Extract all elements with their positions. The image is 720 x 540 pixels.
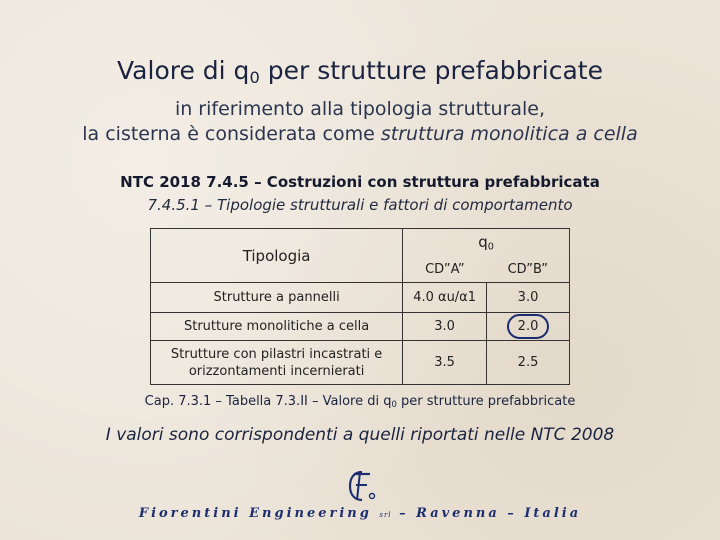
page-title	[0, 56, 720, 87]
subtitle-line-2	[0, 123, 720, 145]
cell-cd-b	[487, 313, 570, 341]
table-row	[151, 283, 570, 313]
header-cd-a: CD”A”	[403, 257, 487, 283]
caption-subscript: 0	[391, 399, 397, 410]
cell-cd-b: 3.0	[487, 283, 570, 313]
ntc-subheading: 7.4.5.1 – Tipologie strutturali e fattori di comportamento	[147, 196, 573, 214]
header-q0	[403, 229, 570, 258]
table-caption	[0, 394, 720, 409]
ntc-heading: NTC 2018 7.4.5 – Costruzioni con struttura prefabbricata	[120, 173, 600, 191]
fiorentini-engineering-logo-icon	[340, 466, 380, 506]
highlight-circle: 2.0	[507, 314, 550, 339]
note-text: I valori sono corrispondenti a quelli riportati nelle NTC 2008	[105, 425, 615, 445]
subtitle-line-1: in riferimento alla tipologia strutturale,	[174, 98, 546, 120]
table-header-row	[151, 229, 570, 258]
title-text-suffix: per strutture prefabbricate	[259, 56, 603, 85]
footer-company-name: Fiorentini Engineering	[138, 506, 372, 521]
cell-tipologia: Strutture a pannelli	[151, 283, 403, 313]
table-row	[151, 313, 570, 341]
cell-cd-b: 2.5	[487, 341, 570, 385]
table-row	[151, 341, 570, 385]
footer-srl: srl	[379, 511, 392, 519]
cell-tipologia: Strutture con pilastri incastrati e orizzontamenti incernierati	[151, 341, 403, 385]
header-tipologia: Tipologia	[151, 229, 403, 283]
subtitle-italic-text: struttura monolitica a cella	[380, 123, 638, 145]
footer-company	[0, 506, 720, 521]
header-q-text: q	[478, 233, 488, 252]
cell-cd-a: 3.5	[403, 341, 487, 385]
cell-tipologia: Strutture monolitiche a cella	[151, 313, 403, 341]
cell-cd-a: 3.0	[403, 313, 487, 341]
caption-text: Cap. 7.3.1 – Tabella 7.3.II – Valore di q	[144, 394, 392, 409]
behaviour-factor-table	[150, 228, 570, 385]
subtitle-plain-text: la cisterna è considerata come	[82, 123, 381, 145]
header-cd-b: CD”B”	[487, 257, 570, 283]
caption-text-suffix: per strutture prefabbricate	[396, 394, 576, 409]
cell-cd-a: 4.0 αu/α1	[403, 283, 487, 313]
title-subscript: 0	[249, 68, 260, 88]
header-q-subscript: 0	[487, 241, 494, 253]
footer-location: – Ravenna – Italia	[399, 506, 582, 521]
title-text: Valore di q	[117, 56, 250, 85]
